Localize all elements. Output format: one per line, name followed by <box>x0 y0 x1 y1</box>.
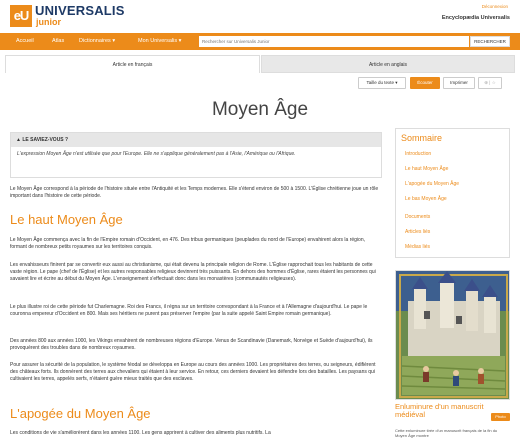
nav-dictionaries[interactable]: Dictionnaires ▾ <box>79 38 116 44</box>
toc-documents-link[interactable]: Documents <box>405 214 431 220</box>
brand-sub: junior <box>36 17 61 27</box>
toc-item[interactable]: Introduction <box>405 151 432 157</box>
encyclopedia-link[interactable]: Encyclopædia Universalis <box>441 15 510 21</box>
media-thumbnail[interactable] <box>395 270 510 400</box>
intro-paragraph: Le Moyen Âge correspond à la période de l'histoire située entre l'Antiquité et les Temps modernes. Elle s'étend environ de 500 à 1500. L'Église chrétienne joue un rôle important dans l'histoire de cette période. <box>10 186 379 199</box>
toc-related-media-link[interactable]: Médias liés <box>405 244 431 250</box>
paragraph: Les conditions de vie s'améliorèrent dans les années 1100. Les gens apprirent à cultiver des aliments plus nutritifs. La <box>10 430 271 436</box>
tab-english[interactable]: Article en anglais <box>261 55 515 73</box>
print-button[interactable]: Imprimer <box>443 77 475 89</box>
manuscript-illumination-image <box>396 271 510 400</box>
language-tabs <box>5 55 515 73</box>
photo-badge: Photo <box>491 413 510 421</box>
main-nav <box>0 33 520 50</box>
paragraph: Le Moyen Âge commença avec la fin de l'Empire romain d'Occident, en 476. Des tribus germaniques (peuplades du nord de l'Europe) envahirent alors la région, formant de nombreux petits royaumes sur les territoires conquis. <box>10 237 366 250</box>
page-title: Moyen Âge <box>211 99 309 120</box>
did-you-know-heading: ▲ LE SAVIEZ-VOUS ? <box>11 133 381 147</box>
pin-icon: ▲ <box>16 137 23 143</box>
logout-link[interactable]: Déconnexion <box>481 4 508 9</box>
share-favorite-button[interactable]: ⊕ | ☆ <box>478 77 502 89</box>
paragraph: Le plus illustre roi de cette période fut Charlemagne. Roi des Francs, il régna sur un territoire correspondant à la France et à l'Allemagne d'aujourd'hui. Le pape le couronna empereur d'Occident en 800. Mais ses héritiers ne purent pas préserver l'empire (par la suite appelé Saint Empire romain germanique). <box>10 304 368 317</box>
media-caption[interactable]: Enluminure d'un manuscrit médiéval <box>395 402 484 419</box>
brand-name[interactable]: UNIVERSALIS <box>35 3 125 18</box>
toc-item[interactable]: L'apogée du Moyen Âge <box>405 181 460 187</box>
tab-french[interactable]: Article en français <box>5 55 260 73</box>
section-heading-apogee: L'apogée du Moyen Âge <box>10 406 151 421</box>
nav-my-universalis[interactable]: Mon Universalis ▾ <box>138 38 182 44</box>
paragraph: Les envahisseurs finirent par se convertir eux aussi au christianisme, qui était devenu la principale religion de Rome. L'Église rapprochait tous les habitants de cette vaste région. Le pape (chef de l'Église) et les autres responsables religieux devinrent très puissants. En dehors des hommes d'Église, rares étaient les personnes qui savaient lire et écrire au début du Moyen Âge. L'enseignement s'effectuait donc dans les monastères (communautés religieuses). <box>10 262 376 282</box>
nav-atlas[interactable]: Atlas <box>52 38 65 44</box>
toc-title: Sommaire <box>401 133 443 143</box>
listen-button[interactable]: Écouter <box>410 77 440 89</box>
toc-item[interactable]: Le bas Moyen Âge <box>405 196 447 202</box>
section-heading-haut: Le haut Moyen Âge <box>10 212 123 227</box>
nav-home[interactable]: Accueil <box>16 38 34 44</box>
search-button[interactable]: RECHERCHER <box>470 36 510 47</box>
logo-mark[interactable]: eU <box>10 5 32 27</box>
search-input[interactable] <box>199 36 469 47</box>
table-of-contents <box>395 128 510 258</box>
media-description: Cette enluminure tirée d'un manuscrit français de la fin du Moyen Âge montre <box>395 428 498 438</box>
did-you-know-box <box>10 132 382 178</box>
toc-item[interactable]: Le haut Moyen Âge <box>405 166 449 172</box>
did-you-know-text: L'expression Moyen Âge n'est utilisée que pour l'Europe. Elle ne s'applique généralement pas à l'Asie, l'Amérique ou l'Afrique. <box>17 151 296 157</box>
paragraph: Des années 800 aux années 1000, les Vikings envahirent de nombreuses régions d'Europe. Venus de Scandinavie (Danemark, Norvège et Suède d'aujourd'hui), ils provoquèrent des troubles dans de nombreux royaumes. <box>10 338 373 351</box>
text-size-button[interactable]: Taille du texte ▾ <box>358 77 406 89</box>
paragraph: Pour assurer la sécurité de la population, le système féodal se développa en Europe au cours des années 1000. Les propriétaires des terres, ou seigneurs, édifièrent des châteaux forts. Ils donnèrent des terres aux chevaliers qui étaient à leur service. En retour, ces derniers devaient les défendre lors des batailles. Les paysans qui cultivaient les terres, appelés serfs, n'étaient guère mieux traités que des esclaves. <box>10 362 376 382</box>
toc-related-articles-link[interactable]: Articles liés <box>405 229 431 235</box>
site-header <box>0 0 520 33</box>
